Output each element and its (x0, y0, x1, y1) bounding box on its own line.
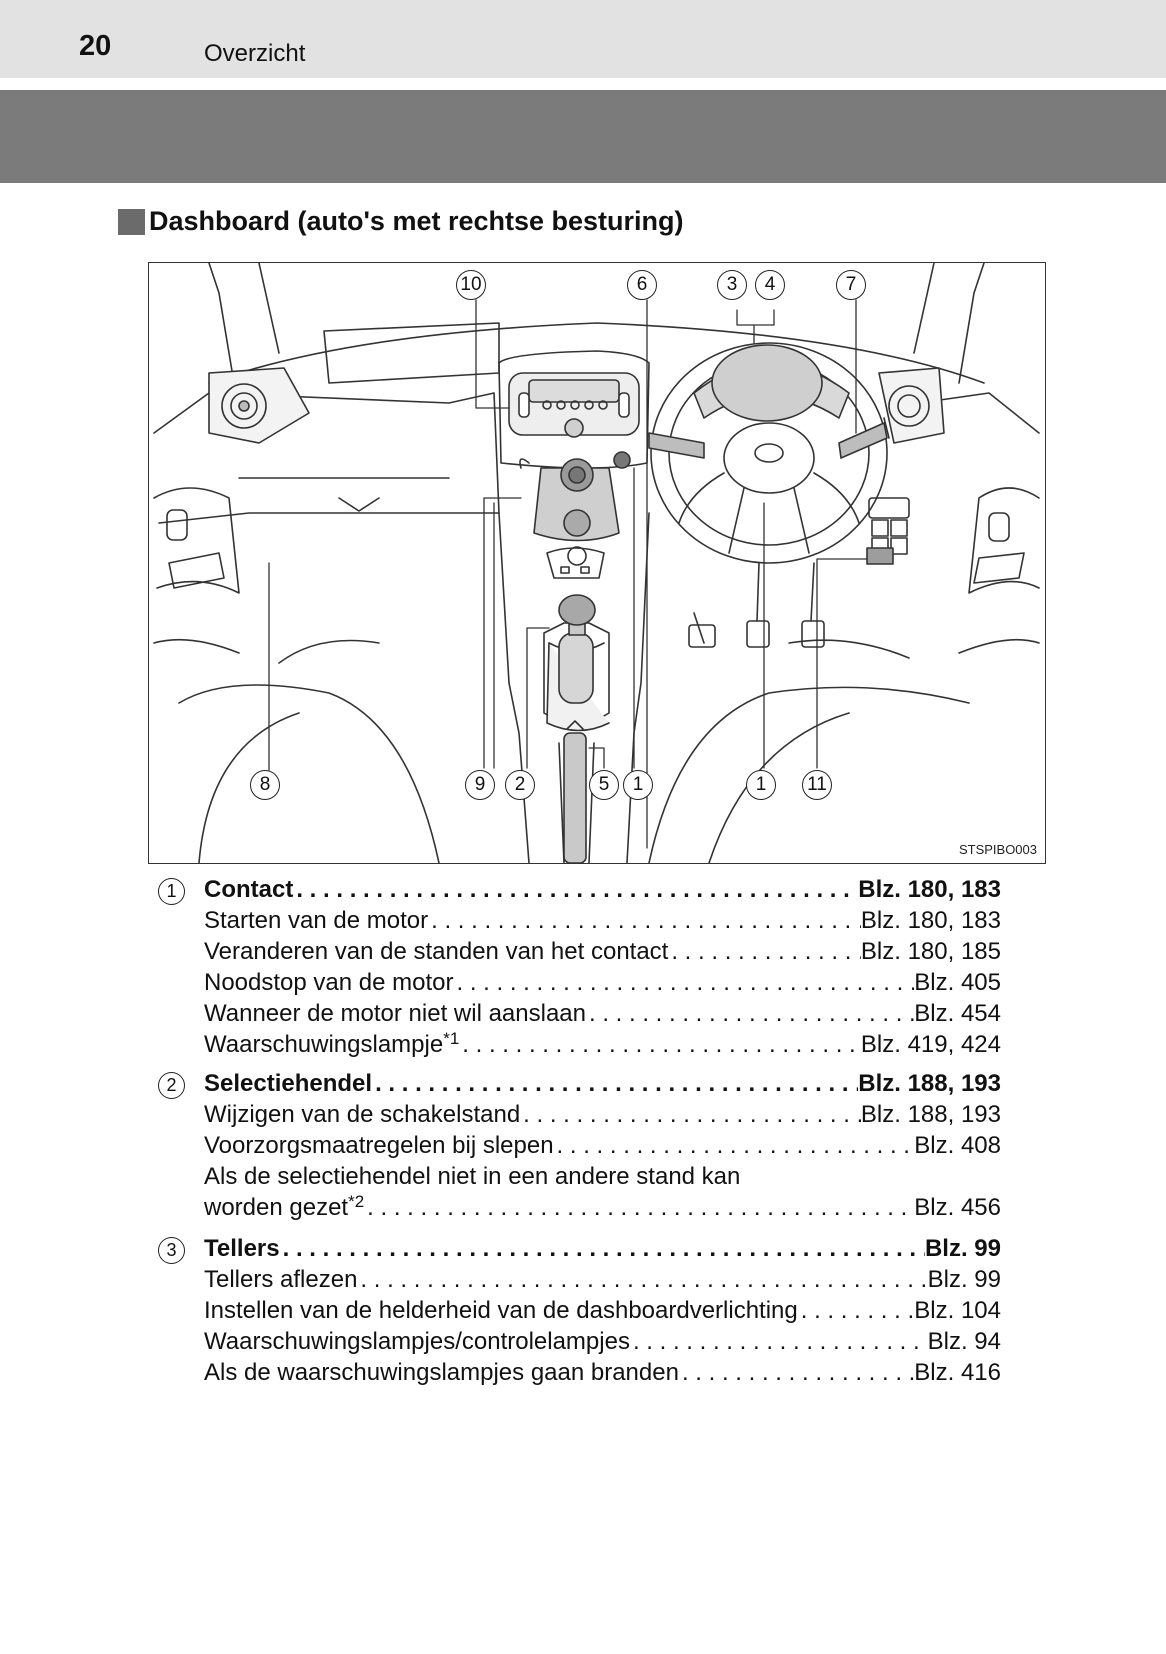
callout-6: 6 (627, 270, 657, 300)
entry-row (204, 1328, 1001, 1359)
dot-leader (293, 876, 858, 904)
entry-text: Waarschuwingslampje (204, 1031, 444, 1058)
page-ref: Blz. 104 (914, 1297, 1001, 1324)
callout-5: 5 (589, 770, 619, 800)
item-title-row (204, 876, 1001, 907)
square-bullet-icon (118, 209, 145, 235)
entry-row (204, 907, 1001, 938)
dot-leader (630, 1328, 928, 1356)
dot-leader (459, 1031, 861, 1059)
dot-leader (668, 938, 861, 966)
item-marker: 2 (158, 1072, 185, 1099)
page-ref: Blz. 180, 183 (860, 907, 1001, 934)
callout-10: 10 (456, 270, 486, 300)
entry-text: Als de selectiehendel niet in een andere stand kan (204, 1163, 741, 1190)
page-ref: Blz. 180, 183 (858, 876, 1001, 903)
dashboard-illustration (148, 262, 1046, 864)
list-item (158, 1235, 1001, 1391)
entry-row (204, 1000, 1001, 1031)
list-item (158, 1070, 1001, 1227)
page-ref: Blz. 408 (914, 1132, 1001, 1159)
entry-row (204, 1297, 1001, 1328)
entry-text: worden gezet (204, 1194, 349, 1221)
page-ref: Blz. 405 (914, 969, 1001, 996)
entry-row (204, 1266, 1001, 1297)
callout-11: 11 (802, 770, 832, 800)
dot-leader (586, 1000, 914, 1028)
callout-2: 2 (505, 770, 535, 800)
callout-7: 7 (836, 270, 866, 300)
item-title-row (204, 1070, 1001, 1101)
callout-3: 3 (717, 270, 747, 300)
callout-9: 9 (465, 770, 495, 800)
breadcrumb: Overzicht (204, 40, 306, 67)
dot-leader (679, 1359, 914, 1387)
page-ref: Blz. 454 (914, 1000, 1001, 1027)
item-list (158, 876, 1001, 1391)
entry-text: Wanneer de motor niet wil aanslaan (204, 1000, 586, 1027)
item-marker: 1 (158, 878, 185, 905)
item-marker: 3 (158, 1237, 185, 1264)
dot-leader (520, 1101, 861, 1129)
chapter-band (0, 90, 1166, 183)
entry-text: Tellers aflezen (204, 1266, 358, 1293)
page-number: 20 (79, 30, 112, 62)
page-ref: Blz. 456 (914, 1194, 1001, 1221)
entry-row (204, 1031, 1001, 1063)
section-heading (118, 206, 684, 237)
entry-text: Voorzorgsmaatregelen bij slepen (204, 1132, 554, 1159)
callout-1: 1 (623, 770, 653, 800)
entry-row (204, 938, 1001, 969)
entry-text: Waarschuwingslampjes/controlelampjes (204, 1328, 630, 1355)
page-ref: Blz. 99 (927, 1266, 1001, 1293)
entry-text: Instellen van de helderheid van de dashboardverlichting (204, 1297, 798, 1324)
entry-row (204, 969, 1001, 1000)
page-ref: Blz. 99 (924, 1235, 1001, 1262)
page-ref: Blz. 419, 424 (860, 1031, 1001, 1058)
page-ref: Blz. 416 (914, 1359, 1001, 1386)
section-title: Dashboard (auto's met rechtse besturing) (149, 206, 684, 236)
entry-text-wrap (204, 1194, 364, 1222)
entry-text: Starten van de motor (204, 907, 429, 934)
entry-text-wrap (204, 1031, 459, 1059)
item-title: Contact (204, 876, 294, 903)
entry-text: Noodstop van de motor (204, 969, 454, 996)
footnote-mark: *1 (443, 1029, 460, 1048)
figure-code: STSPIBO003 (958, 842, 1037, 857)
entry-row (204, 1194, 1001, 1226)
page-ref: Blz. 94 (927, 1328, 1001, 1355)
entry-row (204, 1101, 1001, 1132)
dot-leader (428, 907, 861, 935)
entry-row (204, 1163, 1001, 1194)
list-item (158, 876, 1001, 1062)
entry-row (204, 1359, 1001, 1390)
item-title-row (204, 1235, 1001, 1266)
entry-row (204, 1132, 1001, 1163)
dot-leader (357, 1266, 927, 1294)
item-title: Tellers (204, 1235, 280, 1262)
dot-leader (364, 1194, 914, 1222)
dot-leader (554, 1132, 915, 1160)
dot-leader (453, 969, 914, 997)
entry-text: Wijzigen van de schakelstand (204, 1101, 521, 1128)
footnote-mark: *2 (348, 1192, 365, 1211)
header-band (0, 0, 1166, 78)
entry-text: Veranderen van de standen van het contact (204, 938, 669, 965)
page-ref: Blz. 180, 185 (860, 938, 1001, 965)
page-ref: Blz. 188, 193 (860, 1101, 1001, 1128)
item-title: Selectiehendel (204, 1070, 373, 1097)
callout-8: 8 (250, 770, 280, 800)
dot-leader (280, 1235, 925, 1263)
callout-1-steering: 1 (746, 770, 776, 800)
dot-leader (372, 1070, 858, 1098)
page-ref: Blz. 188, 193 (858, 1070, 1001, 1097)
entry-text: Als de waarschuwingslampjes gaan branden (204, 1359, 679, 1386)
callout-4: 4 (755, 270, 785, 300)
dot-leader (798, 1297, 915, 1325)
